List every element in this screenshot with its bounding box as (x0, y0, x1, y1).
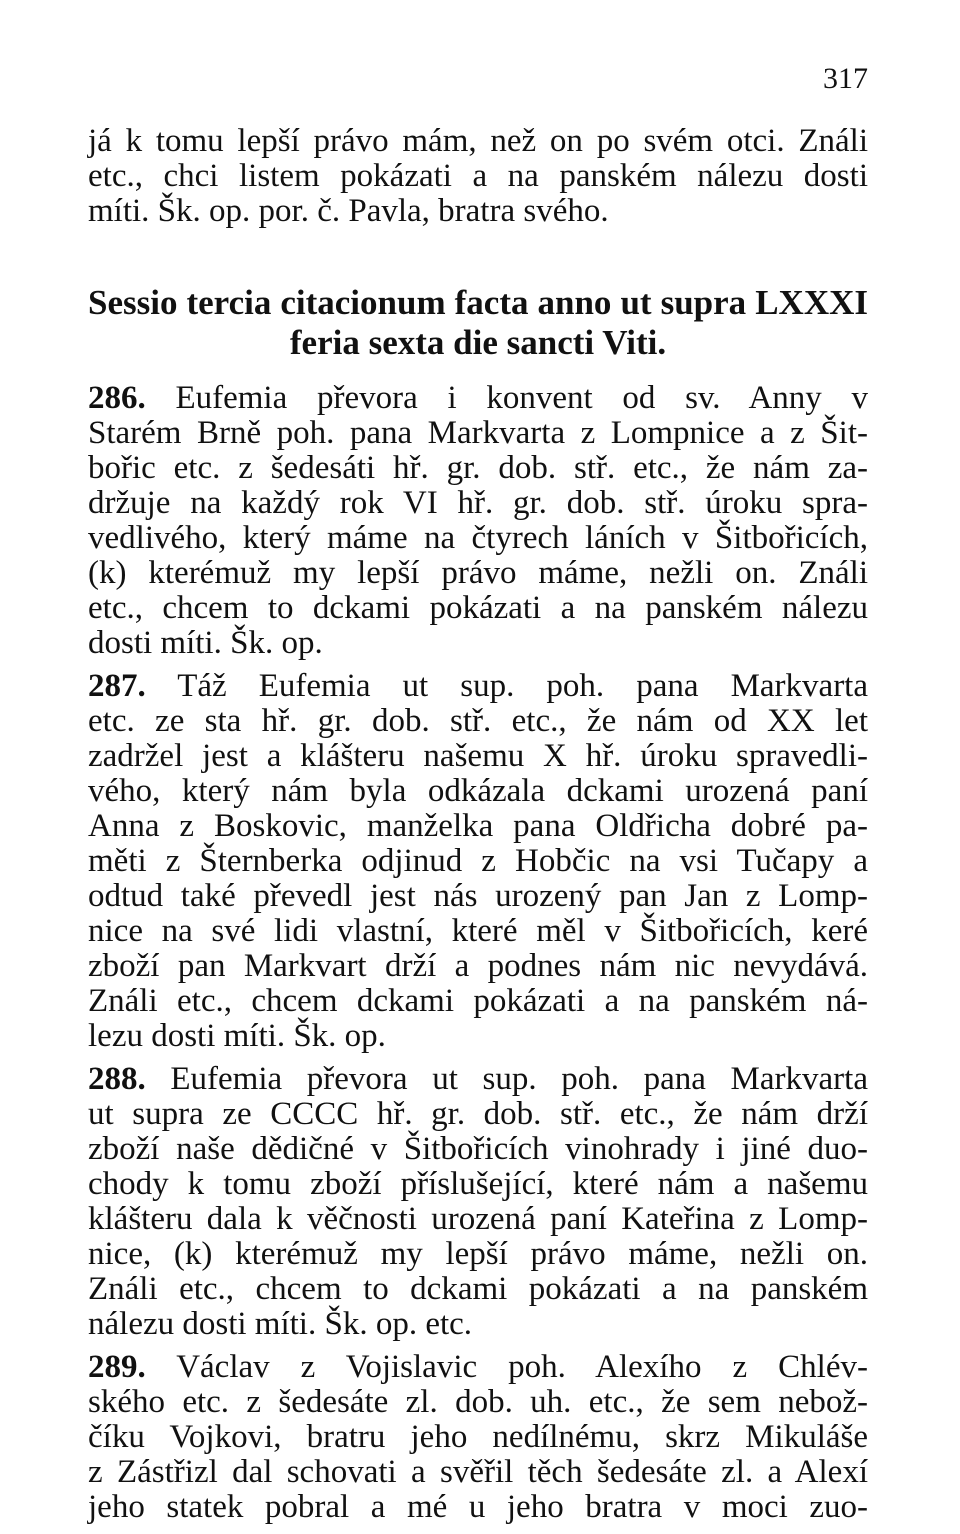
text-line: klášteru dala k věčnosti urozená paní Kateřina z Lomp- (88, 1201, 868, 1237)
text-line: dosti míti. Šk. op. (88, 625, 323, 661)
text-line: chody k tomu zboží příslušející, které nám a našemu (88, 1166, 868, 1202)
text-line: etc. ze sta hř. gr. dob. stř. etc., že nám od XX let (88, 703, 868, 739)
entry-number: 287. (88, 668, 146, 704)
text-line: číku Vojkovi, bratru jeho nedílnému, skrz Mikuláše (88, 1419, 868, 1455)
entry-287 (88, 669, 868, 1054)
text-line: ut supra ze CCCC hř. gr. dob. stř. etc., že nám drží (88, 1096, 868, 1132)
text-line: Ználi etc., chcem to dckami pokázati a na panském (88, 1271, 868, 1307)
text-line: Anna z Boskovic, manželka pana Oldřicha dobré pa- (88, 808, 868, 844)
text-block (88, 124, 868, 1533)
entry-289 (88, 1350, 868, 1525)
text-line: míti. Šk. op. por. č. Pavla, bratra svého. (88, 193, 609, 229)
entry-number: 286. (88, 380, 146, 416)
text-line: lezu dosti míti. Šk. op. (88, 1018, 386, 1054)
text-line: měti z Šternberka odjinud z Hobčic na vsi Tučapy a (88, 843, 868, 879)
text-line: 287. Táž Eufemia ut sup. poh. pana Markvarta (88, 668, 868, 704)
text-line: zboží naše dědičné v Šitbořicích vinohrady i jiné duo- (88, 1131, 868, 1167)
text-line: 286. Eufemia převora i konvent od sv. Anny v (88, 380, 868, 416)
text-line: zadržel jest a klášteru našemu X hř. úroku spravedli- (88, 738, 868, 774)
text-line: vedlivého, který máme na čtyrech láních v Šitbořicích, (88, 520, 868, 556)
text-line: ského etc. z šedesáte zl. dob. uh. etc., že sem nebož- (88, 1384, 868, 1420)
text-line: zboží pan Markvart drží a podnes nám nic nevydává. (88, 948, 868, 984)
text-line: nice, (k) kterémuž my lepší právo máme, nežli on. (88, 1236, 868, 1272)
session-heading-line-1: Sessio tercia citacionum facta anno ut supra LXXXI (88, 283, 868, 322)
text-line: já k tomu lepší právo mám, než on po svém otci. Ználi (88, 123, 868, 159)
text-line: vého, který nám byla odkázala dckami urozená paní (88, 773, 868, 809)
text-line: (k) kterémuž my lepší právo máme, nežli on. Ználi (88, 555, 868, 591)
text-line: držuje na každý rok VI hř. gr. dob. stř. úroku spra- (88, 485, 868, 521)
text-line: z Zástřizl dal schovati a svěřil těch šedesáte zl. a Alexí (88, 1454, 868, 1490)
text-line: etc., chcem to dckami pokázati a na panském nálezu (88, 590, 868, 626)
session-heading-line-2: feria sexta die sancti Viti. (289, 323, 667, 362)
text-line: etc., chci listem pokázati a na panském nálezu dosti (88, 158, 868, 194)
entry-number: 289. (88, 1349, 146, 1385)
opening-paragraph (88, 124, 868, 229)
text-line: 288. Eufemia převora ut sup. poh. pana Markvarta (88, 1061, 868, 1097)
text-line: nice na své lidi vlastní, které měl v Šitbořicích, keré (88, 913, 868, 949)
text-line: Starém Brně poh. pana Markvarta z Lompnice a z Šit- (88, 415, 868, 451)
text-line: odtud také převedl jest nás urozený pan Jan z Lomp- (88, 878, 868, 914)
text-line: nálezu dosti míti. Šk. op. etc. (88, 1306, 473, 1342)
entry-286 (88, 381, 868, 661)
page-number: 317 (823, 62, 868, 95)
text-line: Ználi etc., chcem dckami pokázati a na panském ná- (88, 983, 868, 1019)
text-line: jeho statek pobral a mé u jeho bratra v moci zuo- (88, 1489, 868, 1525)
text-line: 289. Václav z Vojislavic poh. Alexího z Chlév- (88, 1349, 868, 1385)
text-line: bořic etc. z šedesáti hř. gr. dob. stř. etc., že nám za- (88, 450, 868, 486)
entry-288 (88, 1062, 868, 1342)
entry-number: 288. (88, 1061, 146, 1097)
